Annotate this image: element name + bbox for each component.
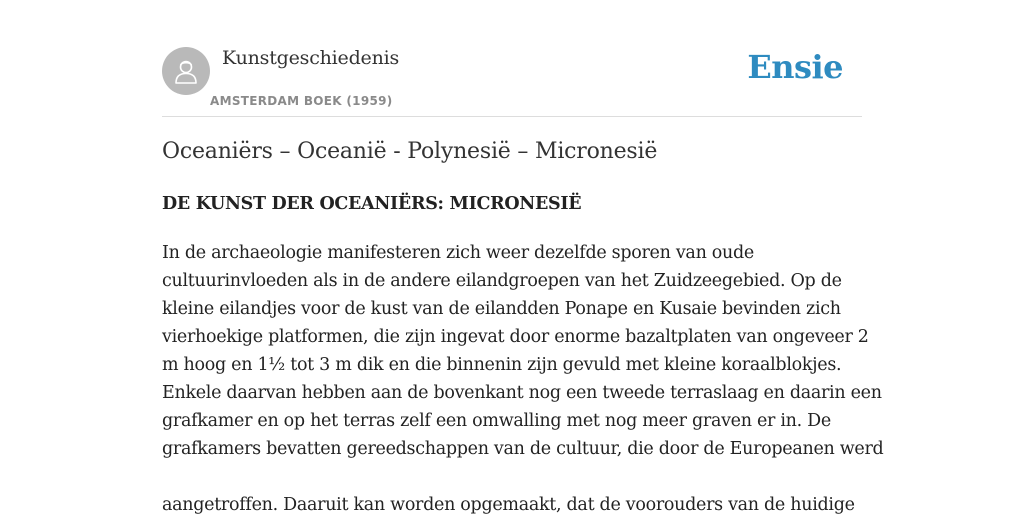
paragraph-gap bbox=[162, 463, 872, 491]
author-name[interactable]: Kunstgeschiedenis bbox=[222, 47, 400, 69]
body-line-continued: aangetroffen. Daaruit kan worden opgemaakt, dat de voorouders van de huidige bbox=[162, 495, 855, 515]
body-line: kleine eilandjes voor de kust van de eilandden Ponape en Kusaie bevinden zich bbox=[162, 299, 841, 319]
body-line: grafkamer en op het terras zelf een omwalling met nog meer graven er in. De bbox=[162, 411, 831, 431]
body-line: grafkamers bevatten gereedschappen van de cultuur, die door de Europeanen werd bbox=[162, 439, 884, 459]
article-title: Oceaniërs – Oceanië - Polynesië – Micronesië bbox=[162, 139, 658, 164]
article-header bbox=[162, 44, 862, 117]
ensie-logo[interactable]: Ensie bbox=[747, 48, 843, 86]
article-body bbox=[162, 239, 884, 519]
body-line: In de archaeologie manifesteren zich weer dezelfde sporen van oude bbox=[162, 243, 754, 263]
body-line: cultuurinvloeden als in de andere eilandgroepen van het Zuidzeegebied. Op de bbox=[162, 271, 842, 291]
body-line: m hoog en 1½ tot 3 m dik en die binnenin zijn gevuld met kleine koraalblokjes. bbox=[162, 355, 842, 375]
body-line: vierhoekige platformen, die zijn ingevat door enorme bazaltplaten van ongeveer 2 bbox=[162, 327, 869, 347]
source-label: AMSTERDAM BOEK (1959) bbox=[210, 94, 393, 108]
author-avatar[interactable] bbox=[162, 47, 210, 95]
user-icon bbox=[171, 56, 201, 86]
article-subtitle: DE KUNST DER OCEANIËRS: MICRONESIË bbox=[162, 194, 582, 214]
body-line: Enkele daarvan hebben aan de bovenkant nog een tweede terraslaag en daarin een bbox=[162, 383, 882, 403]
